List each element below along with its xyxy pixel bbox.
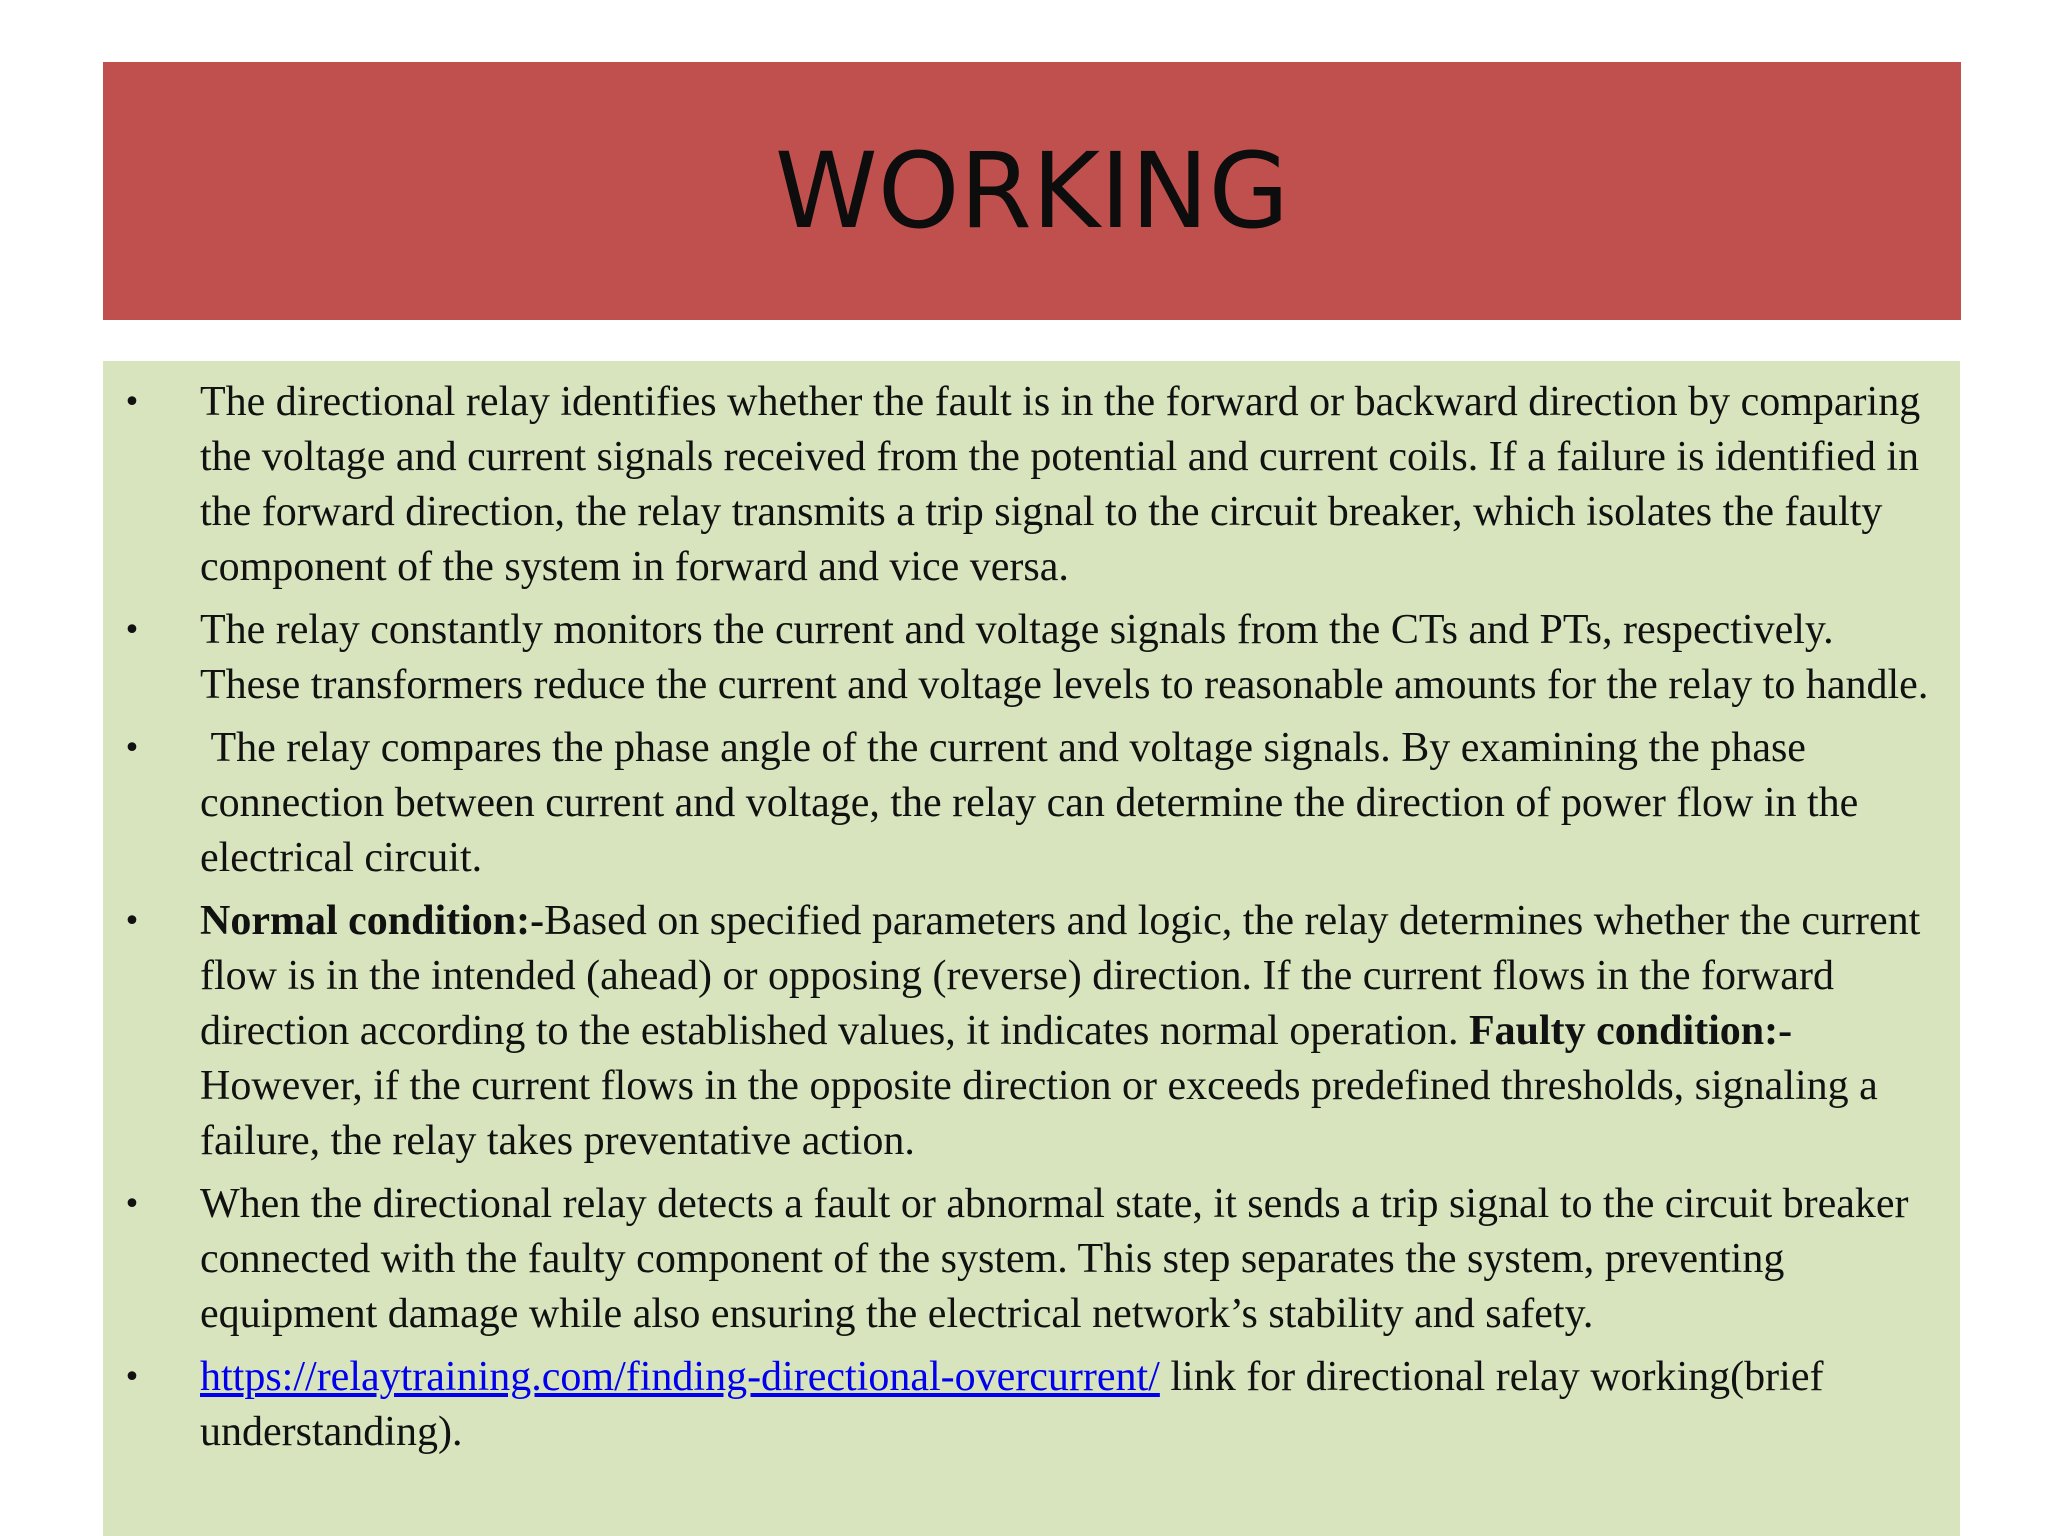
link-trailing-text: link for directional relay working(brief understanding). <box>200 1354 1824 1455</box>
bullet-icon: • <box>123 904 141 939</box>
bullet-icon: • <box>123 1360 141 1395</box>
normal-condition-label: Normal condition:- <box>200 898 545 944</box>
bullet-item-conditions <box>103 894 1960 1169</box>
bullet-text: The relay constantly monitors the current and voltage signals from the CTs and PTs, respectively. These transformers reduce the current and voltage levels to reasonable amounts for the relay to handle. <box>200 607 1929 708</box>
faulty-condition-text: However, if the current flows in the opposite direction or exceeds predefined thresholds, signaling a failure, the relay takes preventative action. <box>200 1063 1878 1164</box>
bullet-text: When the directional relay detects a fault or abnormal state, it sends a trip signal to the circuit breaker connected with the faulty component of the system. This step separates the system, preventing equipment damage while also ensuring the electrical network’s stability and safety. <box>200 1181 1909 1337</box>
bullet-list <box>103 375 1960 1468</box>
bullet-icon: • <box>123 731 141 766</box>
bullet-item-monitoring <box>103 603 1960 713</box>
bullet-item-trip-signal <box>103 1177 1960 1342</box>
normal-condition-text: Based on specified parameters and logic, the relay determines whether the current flow is in the intended (ahead) or opposing (reverse) direction. If the current flows in the forward direction according to the established values, it indicates normal operation. <box>200 898 1921 1054</box>
faulty-condition-label: Faulty condition:- <box>1468 1008 1793 1054</box>
bullet-icon: • <box>123 385 141 420</box>
bullet-item-reference-link <box>103 1350 1960 1460</box>
bullet-icon: • <box>123 1187 141 1222</box>
bullet-icon: • <box>123 613 141 648</box>
bullet-item-phase-angle <box>103 721 1960 886</box>
title-banner <box>103 62 1961 320</box>
content-box <box>103 361 1960 1536</box>
slide-title: WORKING <box>774 130 1290 252</box>
bullet-text: The directional relay identifies whether the fault is in the forward or backward direction by comparing the voltage and current signals received from the potential and current coils. If a failure is identified in the forward direction, the relay transmits a trip signal to the circuit breaker, which isolates the faulty component of the system in forward and vice versa. <box>200 379 1921 590</box>
bullet-text: The relay compares the phase angle of the current and voltage signals. By examining the phase connection between current and voltage, the relay can determine the direction of power flow in the electrical circuit. <box>200 725 1859 881</box>
relaytraining-link[interactable]: https://relaytraining.com/finding-directional-overcurrent/ <box>200 1354 1160 1400</box>
bullet-item-directional-relay <box>103 375 1960 595</box>
